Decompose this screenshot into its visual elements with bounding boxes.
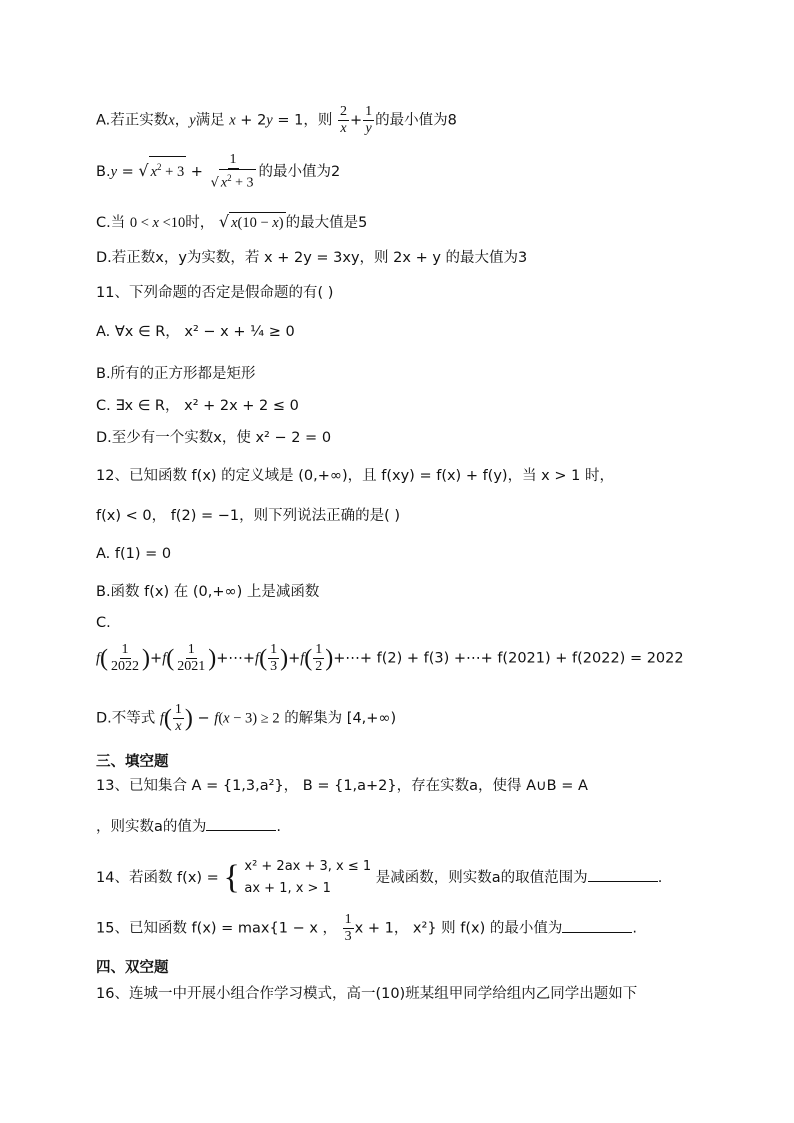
q12-option-c-expression: f( $\frac{1}{2022}$ )+f( $\frac{1}{2021}$ )+⋯+f( $\frac{1}{3}$ )+f( $\frac{1}{2}$ )+⋯+ f(2) + f(3) +⋯+ f(2021) + f(2022) = 2022 [96, 642, 684, 674]
option-a-then: ，则 [303, 112, 333, 129]
section-4-heading: 四、双空题 [96, 960, 169, 976]
option-c-prefix: C.当 [96, 215, 126, 231]
option-b-prefix: B. [96, 163, 111, 180]
fraction: $\frac{1}{2022}$ [111, 642, 140, 674]
option-c-mid: 时， [185, 215, 215, 231]
piecewise-case-2: ax + 1, x > 1 [244, 881, 331, 896]
fraction: $\frac{1}{2}$ [315, 642, 323, 674]
q11-option-b: B.所有的正方形都是矩形 [96, 366, 256, 382]
question-12: 12、已知函数 f(x) 的定义域是 (0,+∞)，且 f(xy) = f(x) + f(y)，当 x > 1 时， [96, 468, 614, 484]
q11-option-c: C. ∃x ∈ R， x² + 2x + 2 ≤ 0 [96, 398, 299, 414]
option-a-line: A.若正实数x，y满足 x + 2y = 1，则 $\frac{2}{x}$ + $\frac{1}{y}$ 的最小值为8 [96, 104, 457, 136]
question-12-cont: f(x) < 0， f(2) = −1，则下列说法正确的是( ) [96, 508, 401, 524]
fraction: $\frac{1}{3}$ [344, 912, 352, 944]
fraction: $\frac{1}{y}$ [365, 104, 373, 136]
fraction: $\frac{2}{x}$ [339, 104, 347, 136]
option-d-line: D.若正数x，y为实数，若 x + 2y = 3xy，则 2x + y 的最大值为3 [96, 250, 528, 266]
fraction: $\frac{1}{x}$ [174, 702, 182, 734]
question-11: 11、下列命题的否定是假命题的有( ) [96, 285, 334, 301]
piecewise-case-1: x² + 2ax + 3, x ≤ 1 [244, 859, 372, 874]
question-16: 16、连城一中开展小组合作学习模式，高一(10)班某组甲同学给组内乙同学出题如下 [96, 986, 638, 1002]
answer-blank[interactable] [562, 918, 632, 933]
q14-prefix: 14、若函数 f(x) = [96, 870, 219, 886]
q12-option-a: A. f(1) = 0 [96, 546, 172, 562]
q12-option-d-suffix: 的解集为 [4,+∞) [284, 710, 397, 727]
question-13-cont: ，则实数a的值为 . [96, 816, 281, 837]
q11-option-a: A. ∀x ∈ R， x² − x + ¼ ≥ 0 [96, 324, 295, 340]
q14-suffix: 是减函数，则实数a的取值范围为 [375, 870, 588, 886]
option-a-prefix: A.若正实数 [96, 112, 169, 129]
q12-option-b: B.函数 f(x) 在 (0,+∞) 上是减函数 [96, 584, 320, 600]
question-13: 13、已知集合 A = {1,3,a²}， B = {1,a+2}，存在实数a，使得 A∪B = A [96, 778, 588, 794]
q12-option-d: D.不等式 f( $\frac{1}{x}$ ) − f(x − 3) ≥ 2 的解集为 [4,+∞) [96, 702, 397, 734]
option-b-suffix: 的最小值为2 [258, 163, 341, 180]
fraction: $\frac{1}{2021}$ [177, 642, 206, 674]
piecewise-cases [244, 856, 371, 900]
fraction: $\frac{1}{3}$ [270, 642, 278, 674]
q15-mid: x + 1， x²} 则 f(x) 的最小值为 [354, 920, 563, 937]
q13-cont-text: ，则实数a的值为 [96, 819, 207, 835]
q12-option-c-label: C. [96, 615, 111, 631]
q12-option-c-expr-tail: +⋯+ f(2) + f(3) +⋯+ f(2021) + f(2022) = 2022 [333, 650, 684, 667]
option-c-suffix: 的最大值是5 [285, 215, 368, 231]
option-b-line: B.y = √ $x^2 + 3$ + $\frac{1}{√ x^2 + 3}$ 的最小值为2 [96, 152, 341, 191]
answer-blank[interactable] [588, 867, 658, 882]
question-15: 15、已知函数 f(x) = max{1 − x ， $\frac{1}{3}$ x + 1， x²} 则 f(x) 的最小值为 . [96, 912, 637, 944]
question-14: 14、若函数 f(x) = { x² + 2ax + 3, x ≤ 1 ax + 1, x > 1 是减函数，则实数a的取值范围为 . [96, 856, 662, 900]
option-c-line: C.当 0 < x <10时， √ x(10 − x) 的最大值是5 [96, 212, 368, 231]
q15-prefix: 15、已知函数 f(x) = max{1 − x ， [96, 920, 338, 937]
option-a-mid: 满足 [195, 112, 225, 129]
option-a-suffix: 的最小值为8 [375, 112, 457, 129]
fraction: $\frac{1}{√ x^2 + 3}$ [210, 152, 254, 191]
answer-blank[interactable] [206, 816, 276, 831]
q12-option-d-prefix: D.不等式 [96, 710, 156, 727]
section-3-heading: 三、填空题 [96, 754, 169, 770]
q11-option-d: D.至少有一个实数x，使 x² − 2 = 0 [96, 430, 332, 446]
